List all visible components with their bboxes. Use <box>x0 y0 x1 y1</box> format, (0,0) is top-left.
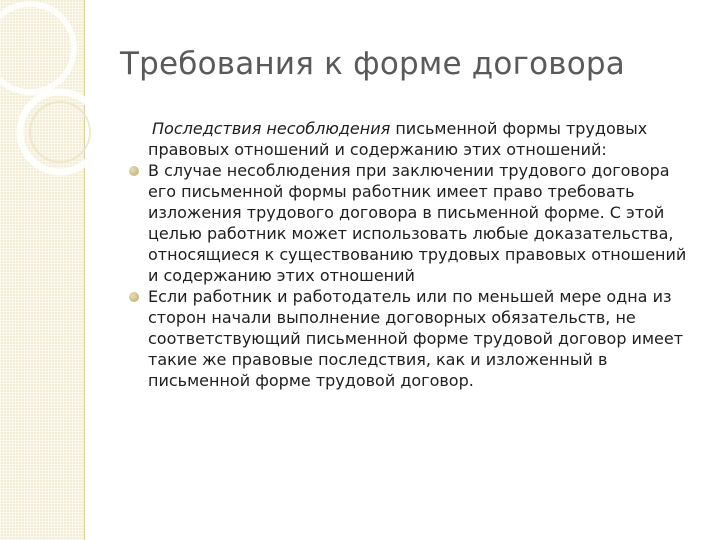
bullet-text: В случае несоблюдения при заключении трудового договора его письменной формы работник имеет право требовать изложения трудового договора в письменной форме. С этой целью работник может использовать любые доказательства, относящиеся к существованию трудовых правовых отношений и содержанию этих отношений <box>148 161 687 285</box>
decorative-rings <box>0 0 140 220</box>
bullet-text: Если работник и работодатель или по меньшей мере одна из сторон начали выполнение договорных обязательств, не соответствующий письменной форме трудовой договор имеет такие же правовые последствия, как и изложенный в письменной форме трудовой договор. <box>148 287 684 390</box>
intro-emphasis: Последствия несоблюдения <box>152 119 391 138</box>
bullet-dot-icon <box>129 166 139 176</box>
slide-body <box>130 118 700 391</box>
intro-paragraph <box>130 118 700 160</box>
bullet-dot-icon <box>129 292 139 302</box>
bullet-item <box>130 160 700 286</box>
bullet-item <box>130 286 700 391</box>
intro-text: письменной формы трудовых правовых отношений и содержанию этих отношений: <box>148 119 648 159</box>
slide-title: Требования к форме договора <box>120 46 625 82</box>
